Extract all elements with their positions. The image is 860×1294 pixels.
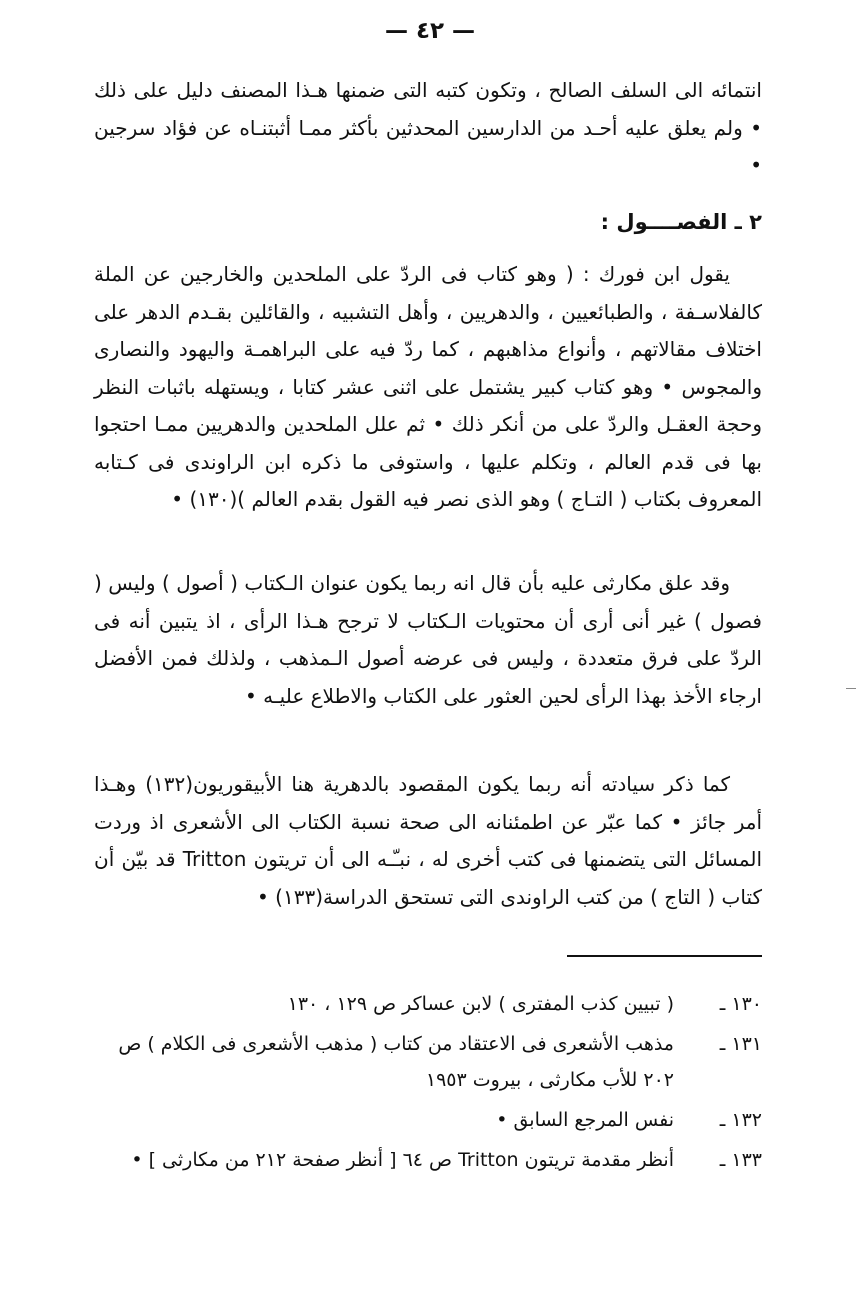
footnote-item [94, 1142, 762, 1178]
paragraph-intro: انتمائه الى السلف الصالح ، وتكون كتبه التى ضمنها هـذا المصنف دليل على ذلك • ولم يعلق عليه أحـد من الدارسين المحدثين بأكثر ممـا أثبتنـاه عن فؤاد سرجين • [94, 78, 762, 177]
footnote-number: ١٣١ ـ [719, 1033, 762, 1055]
footnote-text: ( تبيين كذب المفترى ) لابن عساكر ص ١٢٩ ، ١٣٠ [287, 993, 674, 1015]
footnote-text: نفس المرجع السابق • [496, 1109, 674, 1131]
footnote-item [94, 1102, 762, 1138]
footnote-text: أنظر مقدمة تريتون Tritton ص ٦٤ [ أنظر صفحة ٢١٢ من مكارثى ] • [131, 1149, 674, 1171]
footnote-number: ١٣٣ ـ [719, 1149, 762, 1171]
paragraph-mccarthy-comment: وقد علق مكارثى عليه بأن قال انه ربما يكون عنوان الـكتاب ( أصول ) وليس ( فصول ) غير أنى أرى أن محتويات الـكتاب لا ترجح هـذا الرأى ، اذ يتبين أنه فى الردّ على فرق متعددة ، وليس فى عرضه أصول الـمذهب ، ولذلك فمن الأفضل ارجاء الأخذ بهذا الرأى لحين العثور على الكتاب والاطلاع عليـه • [94, 571, 762, 708]
footnote-number: ١٣٠ ـ [719, 993, 762, 1015]
footnote-number: ١٣٢ ـ [719, 1109, 762, 1131]
paragraph-dahriyya-note: كما ذكر سيادته أنه ربما يكون المقصود بالدهرية هنا الأبيقوريون(١٣٢) وهـذا أمر جائز • كما عبّر عن اطمئنانه الى صحة نسبة الكتاب الى الأشعرى اذ وردت المسائل التى يتضمنها فى كتب أخرى له ، نبـّـه الى أن تريتون Tritton قد بيّن أن كتاب ( التاج ) من كتب الراوندى التى تستحق الدراسة(١٣٣) • [94, 772, 763, 909]
scan-edge-mark [846, 688, 856, 689]
footnote-text: مذهب الأشعرى فى الاعتقاد من كتاب ( مذهب الأشعرى فى الكلام ) ص ٢٠٢ للأب مكارثى ، بيروت ١٩٥٣ [118, 1033, 674, 1091]
paragraph-ibn-furak-quote: يقول ابن فورك : ( وهو كتاب فى الردّ على الملحدين والخارجين عن الملة كالفلاسـفة ، والطبائعيين ، والدهريين ، وأهل التشبيه ، والقائلين بقـدم الدهر على اختلاف مقالاتهم ، وأنواع مذاهبهم ، كما ردّ فيه على البراهمـة واليهود والنصارى والمجوس • وهو كتاب كبير يشتمل على اثنى عشر كتابا ، ويستهله باثبات النظر وحجة العقـل والردّ على من أنكر ذلك • ثم علل الملحدين والدهريين ممـا احتجوا بها فى قدم العالم ، وتكلم عليها ، واستوفى ما ذكره ابن الراوندى فى كـتابه المعروف بكتاب ( التـاج ) وهو الذى نصر فيه القول بقدم العالم )(١٣٠) • [94, 262, 762, 511]
footnote-item [94, 1026, 762, 1098]
page-number: — ٤٢ — [384, 18, 476, 44]
footnote-item [94, 986, 762, 1022]
footnote-divider [567, 955, 762, 957]
footnotes-list [94, 986, 762, 1182]
section-heading-fusul: ٢ ـ الفصــــول : [600, 210, 762, 234]
